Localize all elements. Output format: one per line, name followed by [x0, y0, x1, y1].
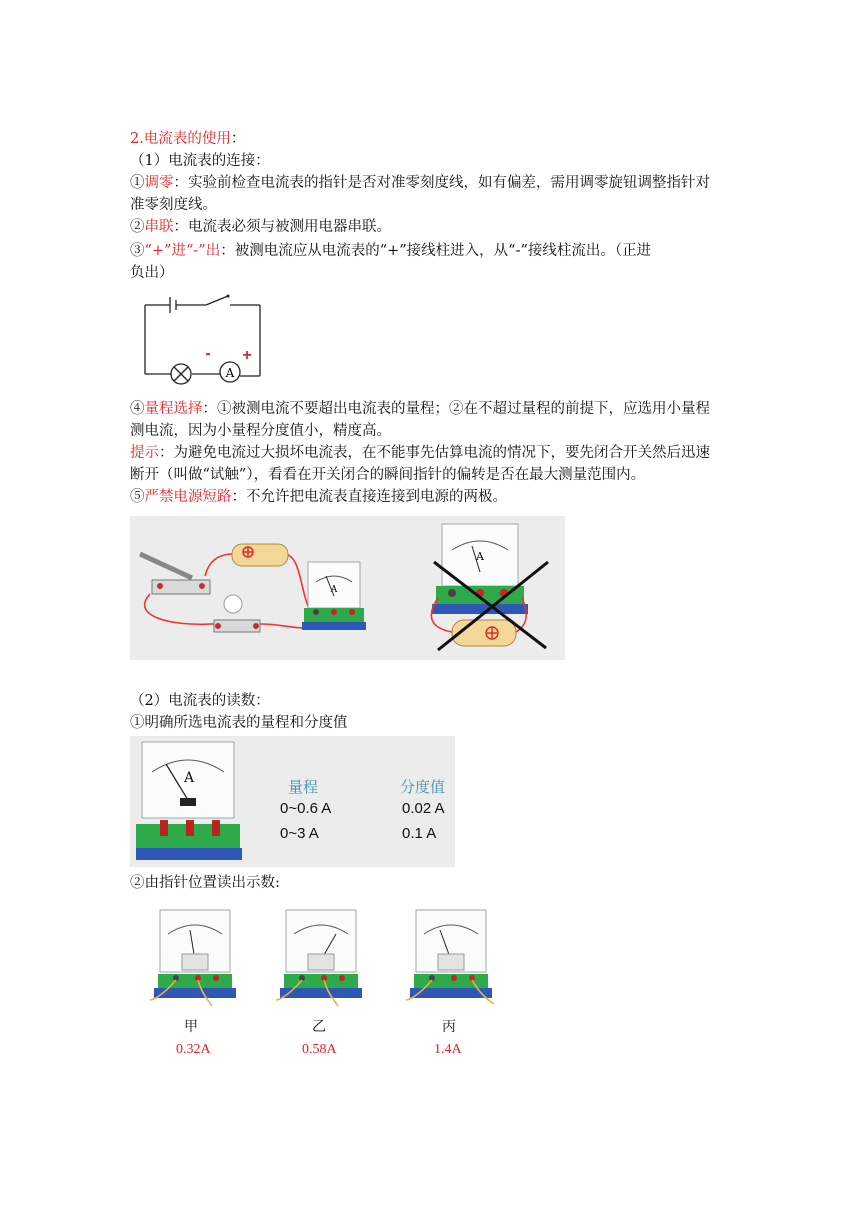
- item-text: ：实验前检查电流表的指针是否对准零刻度线，如有偏差，需用调零旋钮调整指针对: [173, 175, 710, 191]
- ammeter-label: A: [225, 366, 235, 380]
- switch-icon: [140, 554, 210, 594]
- meter-letter: A: [184, 770, 195, 786]
- item-mark: ⑤: [130, 489, 145, 505]
- battery-icon: [232, 544, 288, 566]
- table-cell-division: 0.02 A: [402, 800, 445, 817]
- meter-reading-bing: [406, 908, 496, 1008]
- item-text: ：被测电流应从电流表的“+”接线柱进入，从“-”接线柱流出。（正进: [220, 243, 652, 259]
- connection-illustration: [130, 516, 565, 660]
- item-mark: ②: [130, 219, 145, 235]
- section-number: 2.: [130, 131, 144, 147]
- minus-terminal-label: -: [205, 345, 211, 362]
- ammeter-wrong-icon: [432, 524, 528, 614]
- item-text: ：电流表必须与被测用电器串联。: [173, 219, 391, 235]
- subsection-1-heading: （1）电流表的连接：: [130, 153, 270, 169]
- section-title: [130, 128, 245, 150]
- table-cell-range: 0~0.6 A: [280, 800, 332, 817]
- meter-name-jia: 甲: [184, 1018, 198, 1034]
- item-mark: ①: [130, 175, 145, 191]
- tip-cont: 断开（叫做“试触”），看看在开关闭合的瞬间指针的偏转是否在最大测量范围内。: [130, 467, 646, 483]
- circuit-diagram: [140, 290, 270, 390]
- subsection-2-heading: （2）电流表的读数：: [130, 693, 270, 709]
- item-keyword: 严禁电源短路: [144, 489, 232, 505]
- item-polarity-cont: 负出）: [130, 265, 174, 281]
- tip: [130, 442, 710, 464]
- meter-reading-jia: [150, 908, 240, 1008]
- ammeter-correct-icon: [302, 562, 366, 630]
- reading-value-jia: 0.32A: [176, 1042, 211, 1057]
- item-range-selection-cont: 测电流，因为小量程分度值小，精度高。: [130, 423, 391, 439]
- ammeter-large-icon: [136, 740, 246, 864]
- bulb-icon: [214, 595, 260, 632]
- plus-terminal-label: +: [242, 347, 252, 364]
- item-keyword: 调零: [144, 175, 174, 191]
- item-mark: ③: [130, 243, 145, 259]
- item-mark: ④: [130, 401, 145, 417]
- item-zero-adjust: [130, 172, 710, 194]
- item-keyword: 串联: [144, 219, 174, 235]
- item-zero-adjust-cont: 准零刻度线。: [130, 197, 217, 213]
- meter-name-bing: 丙: [442, 1018, 456, 1034]
- item-series: [130, 216, 391, 238]
- table-header-division: 分度值: [400, 779, 446, 796]
- table-cell-division: 0.1 A: [402, 825, 437, 842]
- tip-keyword: 提示: [130, 445, 159, 461]
- reading-step-2: ②由指针位置读出示数:: [130, 875, 280, 891]
- section-title-text: 电流表的使用: [143, 131, 231, 147]
- table-header-range: 量程: [288, 779, 319, 796]
- item-no-short-circuit: [130, 486, 507, 508]
- section-colon: ：: [230, 131, 246, 147]
- switch-blade: [206, 296, 228, 305]
- meter-letter: A: [476, 550, 484, 563]
- reading-value-yi: 0.58A: [302, 1042, 337, 1057]
- meter-name-yi: 乙: [312, 1018, 326, 1034]
- item-range-selection: [130, 398, 710, 420]
- tip-text: ：为避免电流过大损坏电流表，在不能事先估算电流的情况下，要先闭合开关然后迅速: [159, 445, 710, 461]
- range-table-panel: [130, 736, 455, 867]
- reading-value-bing: 1.4A: [434, 1042, 462, 1057]
- item-keyword: 量程选择: [144, 401, 203, 417]
- table-cell-range: 0~3 A: [280, 825, 319, 842]
- item-text: ：不允许把电流表直接连接到电源的两极。: [231, 489, 507, 505]
- meter-reading-yi: [276, 908, 366, 1008]
- item-polarity: [130, 240, 651, 262]
- item-keyword: “+”进“-”出: [144, 243, 221, 259]
- reading-step-1: ①明确所选电流表的量程和分度值: [130, 715, 348, 731]
- meter-letter: A: [330, 585, 338, 595]
- item-text: ：①被测电流不要超出电流表的量程；②在不超过量程的前提下，应选用小量程: [202, 401, 710, 417]
